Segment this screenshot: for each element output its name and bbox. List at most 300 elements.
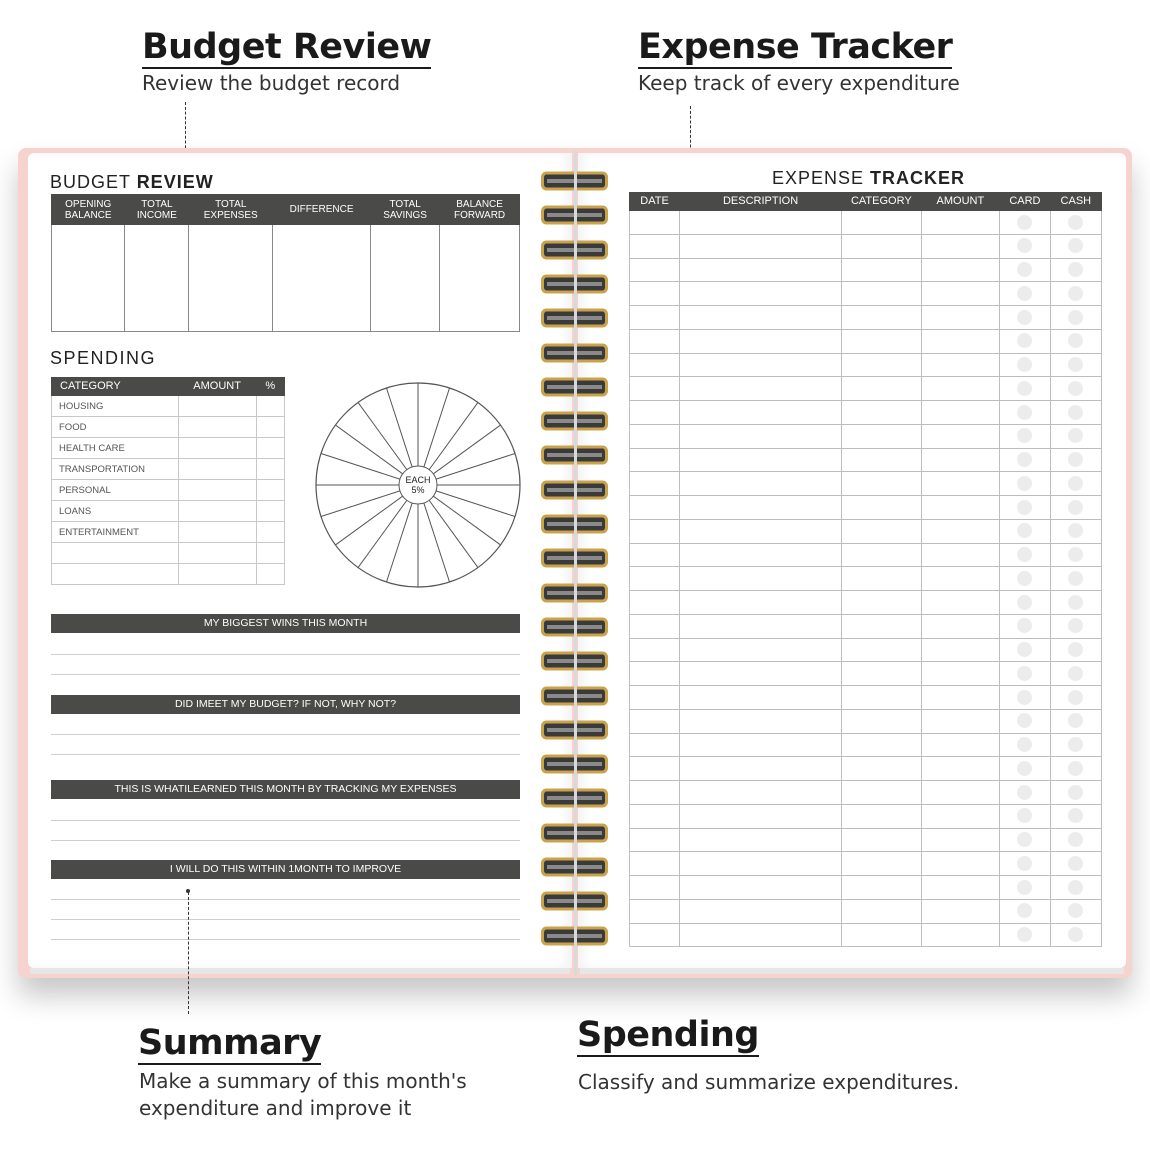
expense-cell[interactable] [921,424,1000,448]
card-checkbox-cell[interactable] [1000,614,1051,638]
expense-cell[interactable] [680,662,842,686]
callout-connector [188,892,189,1014]
budget-review-cell[interactable] [273,225,371,332]
expense-cell[interactable] [921,496,1000,520]
expense-cell[interactable] [921,804,1000,828]
expense-cell[interactable] [630,258,680,282]
expense-cell[interactable] [630,472,680,496]
cash-checkbox-cell[interactable] [1050,781,1101,805]
expense-cell[interactable] [680,686,842,710]
card-checkbox-cell[interactable] [1000,591,1051,615]
card-checkbox-cell[interactable] [1000,709,1051,733]
checkbox-circle[interactable] [1017,310,1032,325]
expense-cell[interactable] [630,519,680,543]
card-checkbox-cell[interactable] [1000,567,1051,591]
expense-cell[interactable] [680,852,842,876]
card-checkbox-cell[interactable] [1000,899,1051,923]
checkbox-circle[interactable] [1068,215,1083,230]
card-checkbox-cell[interactable] [1000,353,1051,377]
expense-cell[interactable] [921,211,1000,235]
expense-cell[interactable] [630,662,680,686]
checkbox-circle[interactable] [1017,286,1032,301]
expense-cell[interactable] [680,733,842,757]
expense-cell[interactable] [842,804,922,828]
expense-cell[interactable] [680,614,842,638]
spending-amount-cell[interactable] [178,522,256,543]
column-header-line1: OPENING [65,198,112,210]
expense-cell[interactable] [842,424,922,448]
expense-cell[interactable] [842,401,922,425]
spending-amount-cell[interactable] [178,417,256,438]
checkbox-circle[interactable] [1068,238,1083,253]
cash-checkbox-cell[interactable] [1050,686,1101,710]
expense-cell[interactable] [680,258,842,282]
expense-cell[interactable] [680,377,842,401]
expense-row [630,211,1102,235]
expense-cell[interactable] [680,353,842,377]
cash-checkbox-cell[interactable] [1050,211,1101,235]
checkbox-circle[interactable] [1068,595,1083,610]
expense-cell[interactable] [842,733,922,757]
card-checkbox-cell[interactable] [1000,781,1051,805]
cash-checkbox-cell[interactable] [1050,638,1101,662]
expense-cell[interactable] [921,757,1000,781]
checkbox-circle[interactable] [1017,903,1032,918]
checkbox-circle[interactable] [1017,856,1032,871]
expense-cell[interactable] [842,234,922,258]
expense-cell[interactable] [680,282,842,306]
checkbox-circle[interactable] [1068,618,1083,633]
expense-cell[interactable] [842,472,922,496]
checkbox-circle[interactable] [1068,476,1083,491]
card-checkbox-cell[interactable] [1000,852,1051,876]
expense-cell[interactable] [630,234,680,258]
card-checkbox-cell[interactable] [1000,543,1051,567]
cash-checkbox-cell[interactable] [1050,591,1101,615]
expense-cell[interactable] [921,258,1000,282]
expense-cell[interactable] [680,424,842,448]
spending-percent-cell[interactable] [256,459,284,480]
spending-amount-cell[interactable] [178,480,256,501]
expense-cell[interactable] [680,543,842,567]
checkbox-circle[interactable] [1017,737,1032,752]
expense-cell[interactable] [680,591,842,615]
expense-cell[interactable] [921,543,1000,567]
expense-row [630,591,1102,615]
card-checkbox-cell[interactable] [1000,828,1051,852]
expense-row [630,923,1102,947]
expense-cell[interactable] [921,448,1000,472]
expense-cell[interactable] [921,686,1000,710]
budget-review-column-header [125,195,189,225]
expense-cell[interactable] [630,567,680,591]
checkbox-circle[interactable] [1068,405,1083,420]
callout-spending-title: Spending [577,1015,759,1055]
expense-cell[interactable] [680,448,842,472]
cash-checkbox-cell[interactable] [1050,709,1101,733]
expense-cell[interactable] [630,424,680,448]
cash-checkbox-cell[interactable] [1050,282,1101,306]
checkbox-circle[interactable] [1068,856,1083,871]
checkbox-circle[interactable] [1068,523,1083,538]
spending-amount-cell[interactable] [178,564,256,585]
expense-cell[interactable] [680,709,842,733]
expense-cell[interactable] [842,591,922,615]
checkbox-circle[interactable] [1017,713,1032,728]
prompt-banner-budget: DID IMEET MY BUDGET? IF NOT, WHY NOT? [51,695,520,714]
card-checkbox-cell[interactable] [1000,258,1051,282]
cash-checkbox-cell[interactable] [1050,448,1101,472]
spending-amount-cell[interactable] [178,396,256,417]
checkbox-circle[interactable] [1068,571,1083,586]
expense-cell[interactable] [680,211,842,235]
budget-review-cell[interactable] [440,225,520,332]
checkbox-circle[interactable] [1068,547,1083,562]
spending-amount-cell[interactable] [178,543,256,564]
expense-cell[interactable] [842,377,922,401]
checkbox-circle[interactable] [1068,500,1083,515]
expense-cell[interactable] [842,686,922,710]
pie-slice-divider [436,491,515,517]
expense-cell[interactable] [680,876,842,900]
expense-cell[interactable] [630,852,680,876]
expense-cell[interactable] [921,472,1000,496]
callout-summary-subtitle-line2: expenditure and improve it [139,1096,412,1120]
spending-category-cell: HEALTH CARE [52,438,179,459]
card-checkbox-cell[interactable] [1000,662,1051,686]
budget-review-cell[interactable] [125,225,189,332]
card-checkbox-cell[interactable] [1000,876,1051,900]
cash-checkbox-cell[interactable] [1050,876,1101,900]
cash-checkbox-cell[interactable] [1050,733,1101,757]
expense-cell[interactable] [630,757,680,781]
card-checkbox-cell[interactable] [1000,306,1051,330]
expense-cell[interactable] [630,211,680,235]
expense-cell[interactable] [630,828,680,852]
checkbox-circle[interactable] [1017,927,1032,942]
expense-cell[interactable] [842,614,922,638]
card-checkbox-cell[interactable] [1000,424,1051,448]
card-checkbox-cell[interactable] [1000,638,1051,662]
spending-percent-cell[interactable] [256,522,284,543]
expense-cell[interactable] [921,781,1000,805]
expense-header-cash: CASH [1050,193,1101,211]
expense-cell[interactable] [680,899,842,923]
checkbox-circle[interactable] [1017,785,1032,800]
expense-cell[interactable] [842,852,922,876]
expense-cell[interactable] [630,876,680,900]
budget-review-cell[interactable] [52,225,125,332]
checkbox-circle[interactable] [1068,262,1083,277]
checkbox-circle[interactable] [1068,357,1083,372]
expense-cell[interactable] [921,614,1000,638]
checkbox-circle[interactable] [1068,880,1083,895]
expense-cell[interactable] [842,567,922,591]
expense-cell[interactable] [921,519,1000,543]
expense-cell[interactable] [842,876,922,900]
budget-review-column-header [189,195,273,225]
expense-cell[interactable] [680,472,842,496]
spending-percent-cell[interactable] [256,480,284,501]
checkbox-circle[interactable] [1017,832,1032,847]
checkbox-circle[interactable] [1017,405,1032,420]
cash-checkbox-cell[interactable] [1050,496,1101,520]
cash-checkbox-cell[interactable] [1050,329,1101,353]
checkbox-circle[interactable] [1068,713,1083,728]
expense-cell[interactable] [680,234,842,258]
pie-slice-divider [424,503,450,582]
expense-cell[interactable] [630,638,680,662]
expense-cell[interactable] [680,804,842,828]
writing-line [51,734,520,735]
checkbox-circle[interactable] [1017,500,1032,515]
cash-checkbox-cell[interactable] [1050,377,1101,401]
expense-cell[interactable] [630,709,680,733]
spending-row [52,543,285,564]
expense-cell[interactable] [921,733,1000,757]
cash-checkbox-cell[interactable] [1050,662,1101,686]
column-header-line1: TOTAL [389,198,421,210]
checkbox-circle[interactable] [1068,690,1083,705]
expense-cell[interactable] [842,709,922,733]
checkbox-circle[interactable] [1017,571,1032,586]
expense-cell[interactable] [630,733,680,757]
expense-cell[interactable] [921,852,1000,876]
expense-cell[interactable] [680,781,842,805]
checkbox-circle[interactable] [1017,880,1032,895]
expense-cell[interactable] [630,306,680,330]
cash-checkbox-cell[interactable] [1050,472,1101,496]
cash-checkbox-cell[interactable] [1050,567,1101,591]
cash-checkbox-cell[interactable] [1050,923,1101,947]
expense-cell[interactable] [842,757,922,781]
pie-slice-divider [424,388,450,467]
checkbox-circle[interactable] [1068,666,1083,681]
expense-cell[interactable] [630,804,680,828]
expense-cell[interactable] [921,709,1000,733]
cash-checkbox-cell[interactable] [1050,899,1101,923]
checkbox-circle[interactable] [1068,903,1083,918]
card-checkbox-cell[interactable] [1000,234,1051,258]
spending-row [52,459,285,480]
budget-review-cell[interactable] [189,225,273,332]
expense-cell[interactable] [630,781,680,805]
card-checkbox-cell[interactable] [1000,377,1051,401]
expense-cell[interactable] [680,306,842,330]
spending-percent-cell[interactable] [256,396,284,417]
checkbox-circle[interactable] [1068,642,1083,657]
expense-cell[interactable] [842,258,922,282]
expense-cell[interactable] [680,329,842,353]
expense-cell[interactable] [921,591,1000,615]
card-checkbox-cell[interactable] [1000,472,1051,496]
expense-cell[interactable] [630,591,680,615]
expense-cell[interactable] [630,686,680,710]
checkbox-circle[interactable] [1068,832,1083,847]
expense-cell[interactable] [630,899,680,923]
expense-cell[interactable] [680,401,842,425]
expense-cell[interactable] [842,282,922,306]
checkbox-circle[interactable] [1068,927,1083,942]
checkbox-circle[interactable] [1017,618,1032,633]
cash-checkbox-cell[interactable] [1050,401,1101,425]
checkbox-circle[interactable] [1068,310,1083,325]
expense-row [630,757,1102,781]
cash-checkbox-cell[interactable] [1050,519,1101,543]
checkbox-circle[interactable] [1017,238,1032,253]
card-checkbox-cell[interactable] [1000,496,1051,520]
card-checkbox-cell[interactable] [1000,448,1051,472]
expense-cell[interactable] [680,638,842,662]
card-checkbox-cell[interactable] [1000,804,1051,828]
expense-cell[interactable] [630,353,680,377]
expense-cell[interactable] [680,923,842,947]
checkbox-circle[interactable] [1017,428,1032,443]
cash-checkbox-cell[interactable] [1050,424,1101,448]
checkbox-circle[interactable] [1017,690,1032,705]
card-checkbox-cell[interactable] [1000,329,1051,353]
checkbox-circle[interactable] [1017,547,1032,562]
card-checkbox-cell[interactable] [1000,282,1051,306]
checkbox-circle[interactable] [1017,262,1032,277]
expense-cell[interactable] [842,899,922,923]
cash-checkbox-cell[interactable] [1050,852,1101,876]
checkbox-circle[interactable] [1017,357,1032,372]
expense-cell[interactable] [842,211,922,235]
expense-cell[interactable] [921,329,1000,353]
expense-cell[interactable] [921,306,1000,330]
checkbox-circle[interactable] [1068,452,1083,467]
checkbox-circle[interactable] [1068,761,1083,776]
spending-percent-cell[interactable] [256,543,284,564]
expense-cell[interactable] [842,496,922,520]
checkbox-circle[interactable] [1017,666,1032,681]
expense-cell[interactable] [680,567,842,591]
expense-cell[interactable] [842,781,922,805]
spending-percent-cell[interactable] [256,501,284,522]
cash-checkbox-cell[interactable] [1050,353,1101,377]
expense-cell[interactable] [630,923,680,947]
cash-checkbox-cell[interactable] [1050,234,1101,258]
expense-cell[interactable] [921,638,1000,662]
expense-cell[interactable] [921,828,1000,852]
expense-cell[interactable] [630,448,680,472]
expense-cell[interactable] [921,876,1000,900]
spending-amount-cell[interactable] [178,459,256,480]
cash-checkbox-cell[interactable] [1050,757,1101,781]
spending-row [52,501,285,522]
card-checkbox-cell[interactable] [1000,686,1051,710]
expense-cell[interactable] [630,401,680,425]
expense-cell[interactable] [842,306,922,330]
card-checkbox-cell[interactable] [1000,733,1051,757]
expense-cell[interactable] [842,828,922,852]
card-checkbox-cell[interactable] [1000,211,1051,235]
checkbox-circle[interactable] [1068,381,1083,396]
expense-cell[interactable] [921,234,1000,258]
expense-cell[interactable] [630,543,680,567]
expense-cell[interactable] [630,614,680,638]
expense-cell[interactable] [630,329,680,353]
cash-checkbox-cell[interactable] [1050,828,1101,852]
checkbox-circle[interactable] [1017,381,1032,396]
expense-cell[interactable] [630,496,680,520]
checkbox-circle[interactable] [1017,642,1032,657]
cash-checkbox-cell[interactable] [1050,258,1101,282]
checkbox-circle[interactable] [1068,808,1083,823]
checkbox-circle[interactable] [1017,761,1032,776]
budget-review-heading: BUDGET REVIEW [50,172,214,192]
expense-cell[interactable] [921,567,1000,591]
cash-checkbox-cell[interactable] [1050,804,1101,828]
expense-cell[interactable] [921,377,1000,401]
expense-cell[interactable] [630,282,680,306]
spending-percent-cell[interactable] [256,564,284,585]
budget-review-cell[interactable] [371,225,440,332]
expense-cell[interactable] [842,329,922,353]
budget-review-column-header [273,195,371,225]
checkbox-circle[interactable] [1068,737,1083,752]
expense-cell[interactable] [630,377,680,401]
expense-cell[interactable] [921,662,1000,686]
spending-percent-cell[interactable] [256,417,284,438]
cash-checkbox-cell[interactable] [1050,543,1101,567]
spending-amount-cell[interactable] [178,438,256,459]
expense-cell[interactable] [680,757,842,781]
checkbox-circle[interactable] [1068,428,1083,443]
spending-amount-cell[interactable] [178,501,256,522]
checkbox-circle[interactable] [1017,215,1032,230]
card-checkbox-cell[interactable] [1000,923,1051,947]
column-header-line1: DIFFERENCE [289,204,354,215]
expense-cell[interactable] [921,282,1000,306]
expense-cell[interactable] [842,662,922,686]
expense-row [630,899,1102,923]
checkbox-circle[interactable] [1017,523,1032,538]
expense-cell[interactable] [921,899,1000,923]
expense-cell[interactable] [842,519,922,543]
expense-cell[interactable] [842,923,922,947]
expense-cell[interactable] [842,448,922,472]
expense-cell[interactable] [842,543,922,567]
checkbox-circle[interactable] [1017,333,1032,348]
card-checkbox-cell[interactable] [1000,401,1051,425]
cash-checkbox-cell[interactable] [1050,306,1101,330]
spending-percent-cell[interactable] [256,438,284,459]
expense-cell[interactable] [680,519,842,543]
checkbox-circle[interactable] [1017,476,1032,491]
checkbox-circle[interactable] [1017,595,1032,610]
checkbox-circle[interactable] [1017,452,1032,467]
expense-row [630,543,1102,567]
budget-review-column-header [440,195,520,225]
checkbox-circle[interactable] [1068,286,1083,301]
checkbox-circle[interactable] [1017,808,1032,823]
card-checkbox-cell[interactable] [1000,757,1051,781]
expense-cell[interactable] [680,496,842,520]
cash-checkbox-cell[interactable] [1050,614,1101,638]
card-checkbox-cell[interactable] [1000,519,1051,543]
expense-cell[interactable] [842,353,922,377]
expense-row [630,804,1102,828]
checkbox-circle[interactable] [1068,333,1083,348]
checkbox-circle[interactable] [1068,785,1083,800]
expense-cell[interactable] [921,923,1000,947]
expense-cell[interactable] [842,638,922,662]
expense-cell[interactable] [921,401,1000,425]
expense-cell[interactable] [680,828,842,852]
expense-cell[interactable] [921,353,1000,377]
